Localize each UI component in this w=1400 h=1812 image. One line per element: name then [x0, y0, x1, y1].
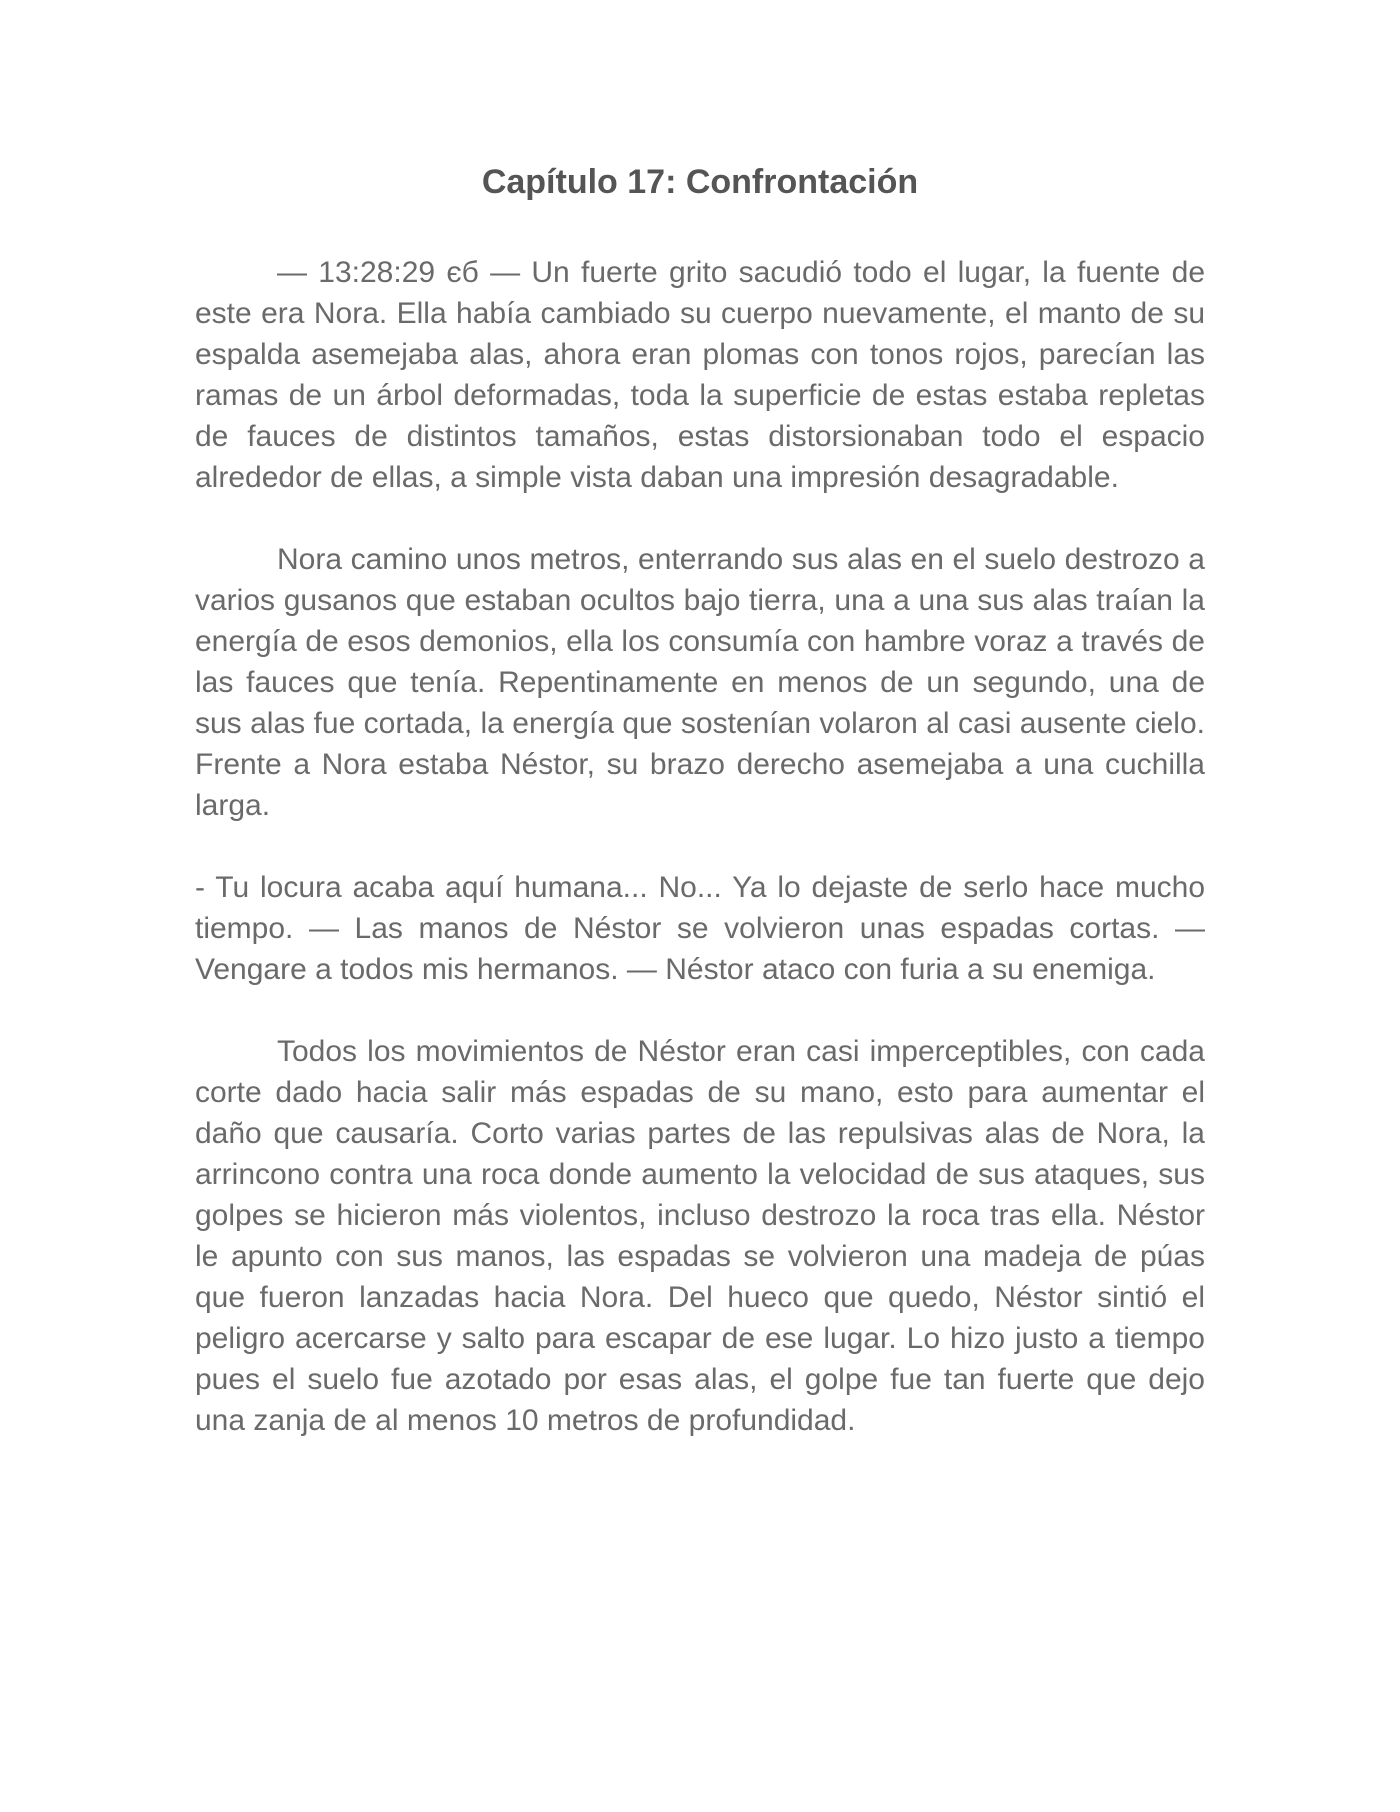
paragraph-2: Nora camino unos metros, enterrando sus alas en el suelo destrozo a varios gusanos que estaban ocultos bajo tierra, una a una sus alas traían la energía de esos demonios, ella los consumía con hambre voraz a través de las fauces que tenía. Repentinamente en menos de un segundo, una de sus alas fue cortada, la energía que sostenían volaron al casi ausente cielo. Frente a Nora estaba Néstor, su brazo derecho asemejaba a una cuchilla larga. [195, 543, 1205, 822]
paragraph-3-dialogue: - Tu locura acaba aquí humana... No... Ya lo dejaste de serlo hace mucho tiempo. — Las manos de Néstor se volvieron unas espadas cortas. — Vengare a todos mis hermanos. — Néstor ataco con furia a su enemiga. [195, 871, 1205, 986]
paragraph-4: Todos los movimientos de Néstor eran casi imperceptibles, con cada corte dado hacia salir más espadas de su mano, esto para aumentar el daño que causaría. Corto varias partes de las repulsivas alas de Nora, la arrincono contra una roca donde aumento la velocidad de sus ataques, sus golpes se hicieron más violentos, incluso destrozo la roca tras ella. Néstor le apunto con sus manos, las espadas se volvieron una madeja de púas que fueron lanzadas hacia Nora. Del hueco que quedo, Néstor sintió el peligro acercarse y salto para escapar de ese lugar. Lo hizo justo a tiempo pues el suelo fue azotado por esas alas, el golpe fue tan fuerte que dejo una zanja de al menos 10 metros de profundidad. [195, 1035, 1205, 1437]
paragraph-1: — 13:28:29 єб — Un fuerte grito sacudió todo el lugar, la fuente de este era Nora. Ella había cambiado su cuerpo nuevamente, el manto de su espalda asemejaba alas, ahora eran plomas con tonos rojos, parecían las ramas de un árbol deformadas, toda la superficie de estas estaba repletas de fauces de distintos tamaños, estas distorsionaban todo el espacio alrededor de ellas, a simple vista daban una impresión desagradable. [195, 256, 1205, 494]
chapter-body [195, 252, 1205, 1482]
chapter-title: Capítulo 17: Confrontación [481, 163, 919, 201]
